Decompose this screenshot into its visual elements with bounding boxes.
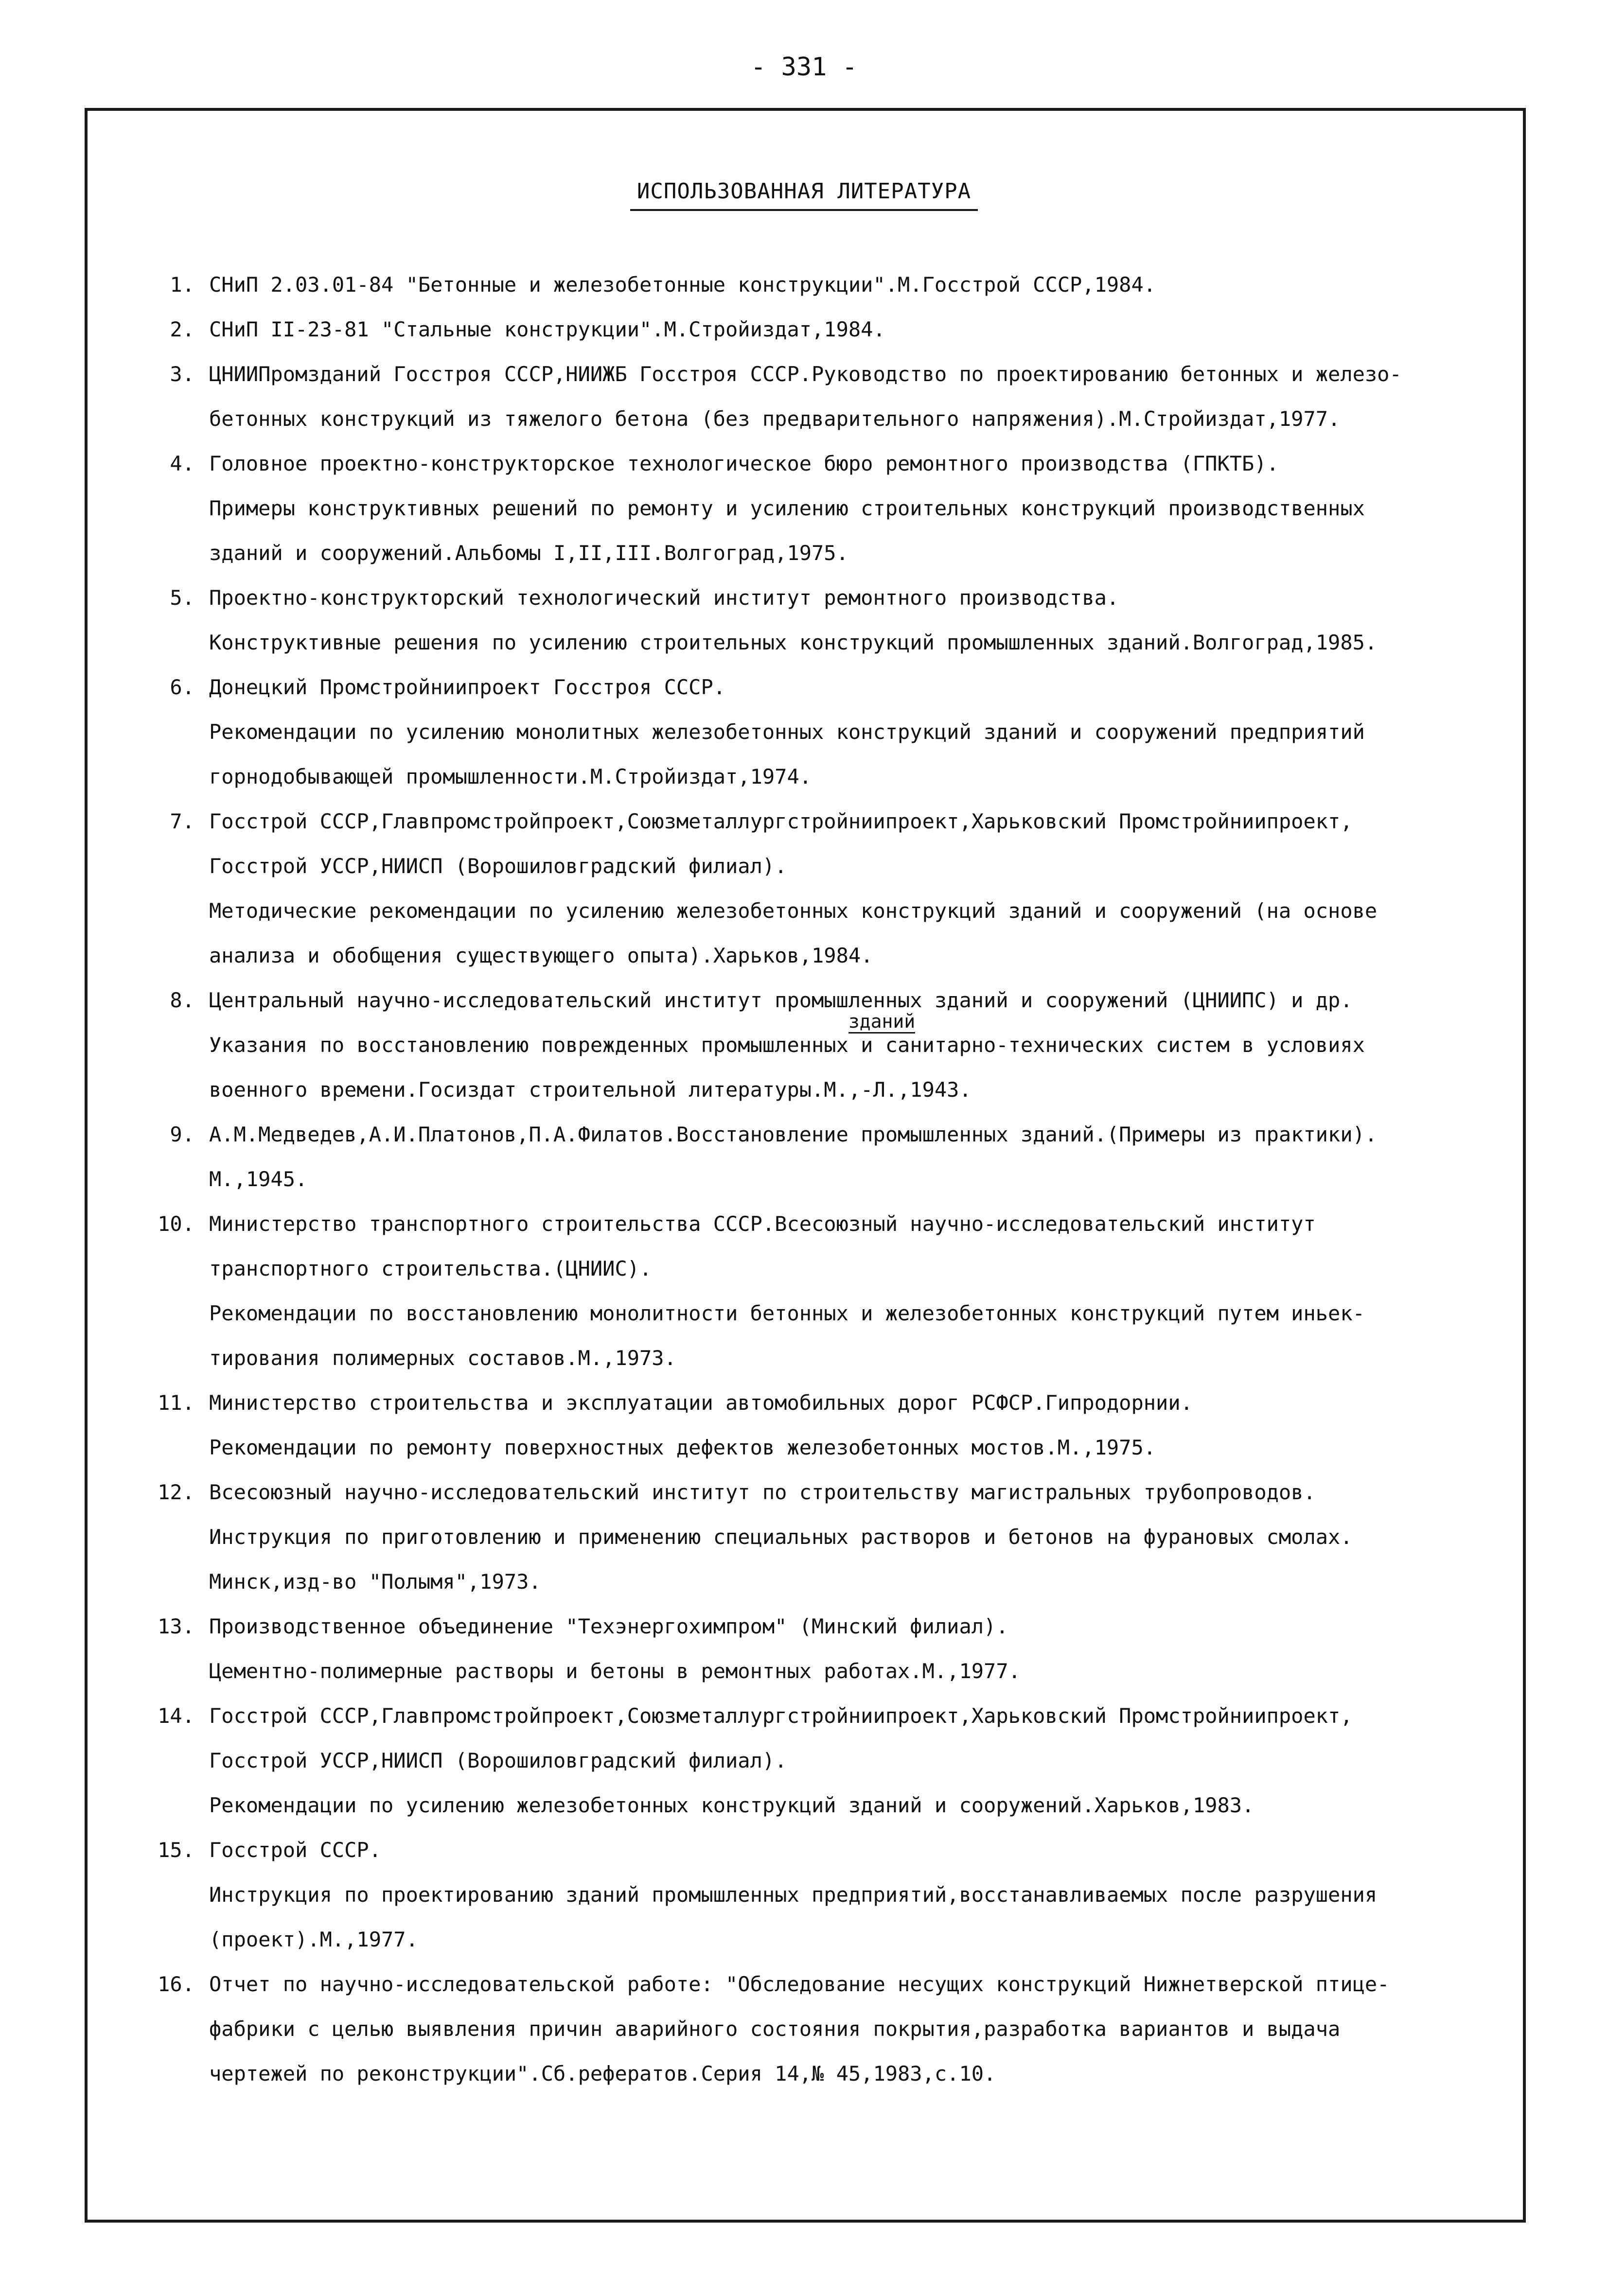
reference-line: Конструктивные решения по усилению строительных конструкций промышленных зданий.Волгоград,1985. <box>209 631 1378 654</box>
references-list <box>141 263 1502 2096</box>
reference-number: 9. <box>170 1122 194 1146</box>
reference-number: 7. <box>170 809 194 833</box>
reference-line: транспортного строительства.(ЦНИИС). <box>209 1257 652 1280</box>
reference-item <box>141 799 1502 978</box>
reference-text <box>209 978 1502 1112</box>
reference-item <box>141 441 1502 576</box>
reference-item <box>141 665 1502 799</box>
heading-wrap <box>0 178 1608 211</box>
reference-number: 16. <box>158 1972 194 1996</box>
reference-text <box>209 1962 1502 2096</box>
reference-line: Отчет по научно-исследовательской работе: "Обследование несущих конструкций Нижнетверской птице- <box>209 1972 1390 1996</box>
reference-line: Рекомендации по восстановлению монолитности бетонных и железобетонных конструкций путем иньек- <box>209 1301 1365 1325</box>
reference-line: Донецкий Промстройниипроект Госстроя СССР. <box>209 675 726 699</box>
insertion-line-after: и санитарно-технических систем в условиях <box>848 1033 1365 1057</box>
reference-line: бетонных конструкций из тяжелого бетона (без предварительного напряжения).М.Стройиздат,1977. <box>209 407 1341 431</box>
reference-item <box>141 1202 1502 1381</box>
reference-text <box>209 1828 1502 1962</box>
reference-line: тирования полимерных составов.М.,1973. <box>209 1346 676 1370</box>
reference-line: Производственное объединение "Техэнергохимпром" (Минский филиал). <box>209 1614 1008 1638</box>
reference-line: Центральный научно-исследовательский институт промышленных зданий и сооружений (ЦНИИПС) и др. <box>209 988 1353 1012</box>
reference-item <box>141 1470 1502 1604</box>
reference-text <box>209 799 1502 978</box>
reference-item <box>141 1828 1502 1962</box>
reference-item <box>141 1112 1502 1202</box>
reference-item <box>141 978 1502 1112</box>
reference-number: 6. <box>170 675 194 699</box>
reference-item <box>141 1604 1502 1694</box>
reference-number: 10. <box>158 1212 194 1236</box>
reference-line: (проект).М.,1977. <box>209 1928 418 1951</box>
reference-item <box>141 263 1502 307</box>
reference-number: 5. <box>170 586 194 610</box>
reference-text <box>209 352 1502 441</box>
reference-item <box>141 307 1502 352</box>
reference-line: Министерство строительства и эксплуатации автомобильных дорог РСФСР.Гипродорнии. <box>209 1391 1193 1415</box>
reference-text <box>209 441 1502 576</box>
reference-line: Проектно-конструкторский технологический институт ремонтного производства. <box>209 586 1119 610</box>
reference-item <box>141 352 1502 441</box>
page-number: - 331 - <box>750 53 858 82</box>
reference-line: Всесоюзный научно-исследовательский институт по строительству магистральных трубопроводов. <box>209 1480 1316 1504</box>
reference-number: 4. <box>170 452 194 475</box>
reference-text <box>209 1381 1502 1470</box>
insertion-line-before: Указания по восстановлению поврежденных промышленных <box>209 1033 848 1057</box>
reference-text <box>209 1112 1502 1202</box>
reference-number: 14. <box>158 1704 194 1728</box>
reference-number: 15. <box>158 1838 194 1862</box>
reference-line: Головное проектно-конструкторское технологическое бюро ремонтного производства (ГПКТБ). <box>209 452 1279 475</box>
reference-number: 12. <box>158 1480 194 1504</box>
reference-number: 8. <box>170 988 194 1012</box>
reference-line: Инструкция по проектированию зданий промышленных предприятий,восстанавливаемых после разрушения <box>209 1883 1378 1907</box>
reference-line: Цементно-полимерные растворы и бетоны в ремонтных работах.М.,1977. <box>209 1659 1021 1683</box>
inserted-word: зданий <box>848 1011 915 1034</box>
reference-text <box>209 665 1502 799</box>
reference-line: ЦНИИПромзданий Госстроя СССР,НИИЖБ Госстроя СССР.Руководство по проектированию бетонных и железо- <box>209 362 1402 386</box>
reference-line: Госстрой СССР,Главпромстройпроект,Союзметаллургстройниипроект,Харьковский Промстройниипроект, <box>209 809 1353 833</box>
reference-line: Рекомендации по усилению железобетонных конструкций зданий и сооружений.Харьков,1983. <box>209 1793 1255 1817</box>
reference-line: Рекомендации по усилению монолитных железобетонных конструкций зданий и сооружений предприятий <box>209 720 1365 744</box>
reference-line: анализа и обобщения существующего опыта).Харьков,1984. <box>209 944 873 967</box>
reference-line: А.М.Медведев,А.И.Платонов,П.А.Филатов.Восстановление промышленных зданий.(Примеры из практики). <box>209 1122 1378 1146</box>
reference-line: Инструкция по приготовлению и применению специальных растворов и бетонов на фурановых смолах. <box>209 1525 1353 1549</box>
reference-line: чертежей по реконструкции".Сб.рефератов.Серия 14,№ 45,1983,с.10. <box>209 2062 996 2086</box>
reference-number: 1. <box>170 273 194 297</box>
reference-text <box>209 307 1502 352</box>
reference-number: 11. <box>158 1391 194 1415</box>
reference-item <box>141 576 1502 665</box>
reference-line: Минск,изд-во "Полымя",1973. <box>209 1570 541 1594</box>
reference-text <box>209 1604 1502 1694</box>
reference-line: М.,1945. <box>209 1167 308 1191</box>
reference-line: Рекомендации по ремонту поверхностных дефектов железобетонных мостов.М.,1975. <box>209 1436 1156 1459</box>
reference-line: Госстрой УССР,НИИСП (Ворошиловградский филиал). <box>209 1749 787 1772</box>
reference-line: Госстрой СССР. <box>209 1838 382 1862</box>
reference-line: Примеры конструктивных решений по ремонту и усилению строительных конструкций производственных <box>209 496 1365 520</box>
reference-text <box>209 1202 1502 1381</box>
reference-item <box>141 1381 1502 1470</box>
reference-text <box>209 576 1502 665</box>
reference-line: СНиП 2.03.01-84 "Бетонные и железобетонные конструкции".М.Госстрой СССР,1984. <box>209 273 1156 297</box>
reference-item <box>141 1694 1502 1828</box>
reference-number: 2. <box>170 317 194 341</box>
reference-line: СНиП II-23-81 "Стальные конструкции".М.Стройиздат,1984. <box>209 317 885 341</box>
reference-line: военного времени.Госиздат строительной литературы.М.,-Л.,1943. <box>209 1078 972 1102</box>
reference-line <box>209 1011 1502 1068</box>
references-heading: ИСПОЛЬЗОВАННАЯ ЛИТЕРАТУРА <box>630 178 978 211</box>
reference-number: 3. <box>170 362 194 386</box>
reference-line: Министерство транспортного строительства СССР.Всесоюзный научно-исследовательский институт <box>209 1212 1316 1236</box>
reference-text <box>209 263 1502 307</box>
reference-line: Методические рекомендации по усилению железобетонных конструкций зданий и сооружений (на основе <box>209 899 1378 923</box>
reference-item <box>141 1962 1502 2096</box>
reference-line: Госстрой УССР,НИИСП (Ворошиловградский филиал). <box>209 854 787 878</box>
reference-line: Госстрой СССР,Главпромстройпроект,Союзметаллургстройниипроект,Харьковский Промстройниипроект, <box>209 1704 1353 1728</box>
reference-number: 13. <box>158 1614 194 1638</box>
reference-line: зданий и сооружений.Альбомы I,II,III.Волгоград,1975. <box>209 541 848 565</box>
reference-text <box>209 1694 1502 1828</box>
reference-line: горнодобывающей промышленности.М.Стройиздат,1974. <box>209 765 812 789</box>
reference-text <box>209 1470 1502 1604</box>
reference-line: фабрики с целью выявления причин аварийного состояния покрытия,разработка вариантов и выдача <box>209 2017 1341 2041</box>
